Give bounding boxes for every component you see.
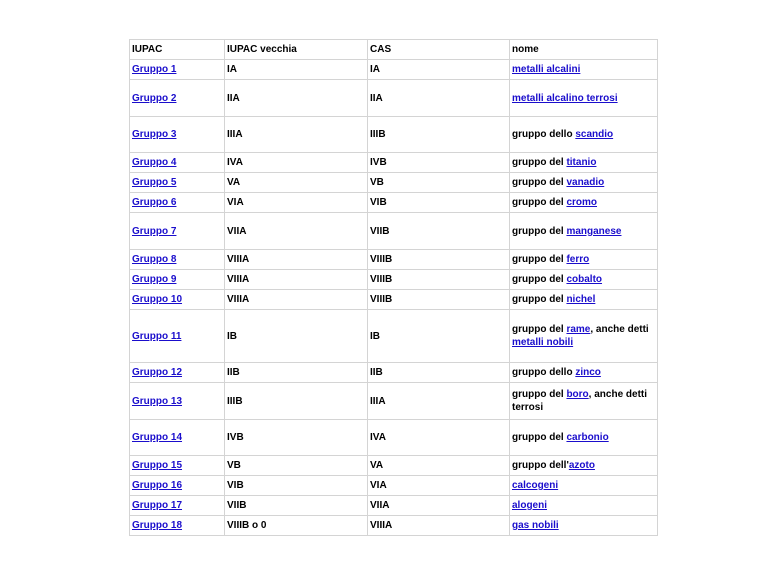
cell-group (130, 290, 225, 310)
cell-name (510, 173, 658, 193)
name-link[interactable]: zinco (575, 367, 601, 378)
cell-group (130, 383, 225, 420)
header-cas: CAS (368, 40, 510, 60)
table-row (130, 250, 658, 270)
table-row (130, 173, 658, 193)
group-link[interactable]: Gruppo 11 (132, 330, 182, 342)
cell-cas: IB (368, 310, 510, 363)
table-row (130, 60, 658, 80)
name-link[interactable]: titanio (566, 157, 597, 168)
name-link[interactable]: vanadio (566, 177, 605, 188)
group-link[interactable]: Gruppo 7 (132, 225, 177, 237)
cell-group (130, 60, 225, 80)
group-link[interactable]: Gruppo 1 (132, 64, 177, 75)
table-row (130, 270, 658, 290)
group-link[interactable]: Gruppo 8 (132, 254, 177, 265)
cell-group (130, 476, 225, 496)
cell-name (510, 383, 658, 420)
cell-cas: VIIB (368, 213, 510, 250)
cell-cas: VIIA (368, 496, 510, 516)
table-row (130, 496, 658, 516)
table-row (130, 363, 658, 383)
cell-name (510, 420, 658, 456)
cell-cas: VIA (368, 476, 510, 496)
cell-iupac-old: VIIIA (225, 270, 368, 290)
name-link[interactable]: manganese (566, 225, 622, 237)
cell-iupac-old: IVB (225, 420, 368, 456)
cell-name (510, 496, 658, 516)
cell-iupac-old: IA (225, 60, 368, 80)
name-text: gruppo del (512, 274, 567, 285)
cell-group (130, 117, 225, 153)
name-link[interactable]: cobalto (566, 274, 603, 285)
cell-cas: IIA (368, 80, 510, 117)
cell-cas: VIIIB (368, 250, 510, 270)
cell-group (130, 516, 225, 536)
header-name: nome (510, 40, 658, 60)
cell-cas: IIIB (368, 117, 510, 153)
cell-group (130, 173, 225, 193)
header-row (130, 40, 658, 60)
cell-name (510, 117, 658, 153)
group-link[interactable]: Gruppo 16 (132, 480, 183, 491)
table-row (130, 117, 658, 153)
group-link[interactable]: Gruppo 9 (132, 274, 177, 285)
name-link[interactable]: alogeni (512, 500, 548, 511)
cell-cas: VIIIB (368, 270, 510, 290)
cell-group (130, 420, 225, 456)
cell-name (510, 516, 658, 536)
cell-iupac-old: VA (225, 173, 368, 193)
cell-name (510, 60, 658, 80)
group-link[interactable]: Gruppo 6 (132, 197, 177, 208)
group-link[interactable]: Gruppo 14 (132, 432, 183, 443)
name-link[interactable]: azoto (568, 460, 595, 471)
header-iupac: IUPAC (130, 40, 225, 60)
name-link[interactable]: rame (566, 324, 591, 335)
cell-cas: IVA (368, 420, 510, 456)
cell-name (510, 363, 658, 383)
cell-name (510, 270, 658, 290)
name-link[interactable]: gas nobili (512, 520, 559, 531)
cell-cas: VIIIB (368, 290, 510, 310)
name-link[interactable]: nichel (566, 294, 596, 305)
cell-iupac-old: IIB (225, 363, 368, 383)
name-text: gruppo dello (512, 129, 576, 140)
group-link[interactable]: Gruppo 4 (132, 157, 177, 168)
cell-group (130, 213, 225, 250)
cell-group (130, 193, 225, 213)
name-link[interactable]: ferro (566, 254, 590, 265)
cell-cas: VB (368, 173, 510, 193)
group-link[interactable]: Gruppo 2 (132, 92, 177, 104)
cell-group (130, 80, 225, 117)
name-text: gruppo del (512, 389, 567, 400)
cell-name (510, 250, 658, 270)
name-text: gruppo del (512, 157, 567, 168)
name-text: gruppo del (512, 324, 567, 335)
cell-name (510, 213, 658, 250)
table-row (130, 213, 658, 250)
group-link[interactable]: Gruppo 17 (132, 500, 183, 511)
cell-cas: VIB (368, 193, 510, 213)
group-link[interactable]: Gruppo 12 (132, 367, 183, 378)
table-row (130, 456, 658, 476)
cell-group (130, 310, 225, 363)
name-text: gruppo del (512, 177, 567, 188)
table-row (130, 383, 658, 420)
cell-name (510, 153, 658, 173)
cell-iupac-old: IIIB (225, 383, 368, 420)
table-body (130, 40, 658, 536)
cell-iupac-old: IB (225, 310, 368, 363)
cell-iupac-old: VIIIA (225, 290, 368, 310)
name-link[interactable]: metalli alcalino terrosi (512, 92, 618, 104)
cell-cas: VIIIA (368, 516, 510, 536)
group-link[interactable]: Gruppo 10 (132, 294, 183, 305)
name-link[interactable]: boro (566, 389, 589, 400)
table-row (130, 516, 658, 536)
name-text: gruppo del (512, 294, 567, 305)
name-text: gruppo dell' (512, 460, 569, 471)
cell-iupac-old: IIIA (225, 117, 368, 153)
cell-iupac-old: IIA (225, 80, 368, 117)
cell-iupac-old: VIB (225, 476, 368, 496)
cell-group (130, 153, 225, 173)
name-link[interactable]: metalli alcalini (512, 64, 581, 75)
name-text: gruppo del (512, 197, 567, 208)
cell-cas: IIIA (368, 383, 510, 420)
periodic-groups-table (129, 39, 658, 536)
group-link[interactable]: Gruppo 18 (132, 520, 183, 531)
table-row (130, 80, 658, 117)
group-link[interactable]: Gruppo 15 (132, 460, 183, 471)
name-text: gruppo del (512, 254, 567, 265)
name-text: gruppo del (512, 432, 567, 443)
name-link[interactable]: cromo (566, 197, 598, 208)
cell-iupac-old: IVA (225, 153, 368, 173)
name-text: , anche detti (590, 324, 649, 335)
table-row (130, 193, 658, 213)
cell-iupac-old: VIIA (225, 213, 368, 250)
cell-group (130, 270, 225, 290)
cell-cas: IVB (368, 153, 510, 173)
table-row (130, 153, 658, 173)
name-text: gruppo dello (512, 367, 576, 378)
cell-cas: IIB (368, 363, 510, 383)
table-row (130, 420, 658, 456)
group-link[interactable]: Gruppo 5 (132, 177, 177, 188)
cell-group (130, 456, 225, 476)
cell-iupac-old: VIA (225, 193, 368, 213)
name-link[interactable]: scandio (575, 129, 614, 140)
name-text: gruppo del (512, 225, 567, 237)
cell-name (510, 80, 658, 117)
group-link[interactable]: Gruppo 13 (132, 395, 183, 407)
cell-iupac-old: VB (225, 456, 368, 476)
cell-group (130, 363, 225, 383)
cell-iupac-old: VIIIA (225, 250, 368, 270)
cell-name (510, 193, 658, 213)
cell-group (130, 250, 225, 270)
table-row (130, 476, 658, 496)
cell-name (510, 290, 658, 310)
name-text: , anche detti terrosi (512, 389, 648, 413)
cell-name (510, 476, 658, 496)
cell-cas: VA (368, 456, 510, 476)
name-link[interactable]: calcogeni (512, 480, 559, 491)
cell-iupac-old: VIIB (225, 496, 368, 516)
table-row (130, 290, 658, 310)
cell-iupac-old: VIIIB o 0 (225, 516, 368, 536)
table-row (130, 310, 658, 363)
group-link[interactable]: Gruppo 3 (132, 129, 177, 140)
name-link[interactable]: metalli nobili (512, 337, 574, 348)
cell-name (510, 310, 658, 363)
cell-group (130, 496, 225, 516)
cell-name (510, 456, 658, 476)
name-link[interactable]: carbonio (566, 432, 609, 443)
header-iupac-old: IUPAC vecchia (225, 40, 368, 60)
cell-cas: IA (368, 60, 510, 80)
